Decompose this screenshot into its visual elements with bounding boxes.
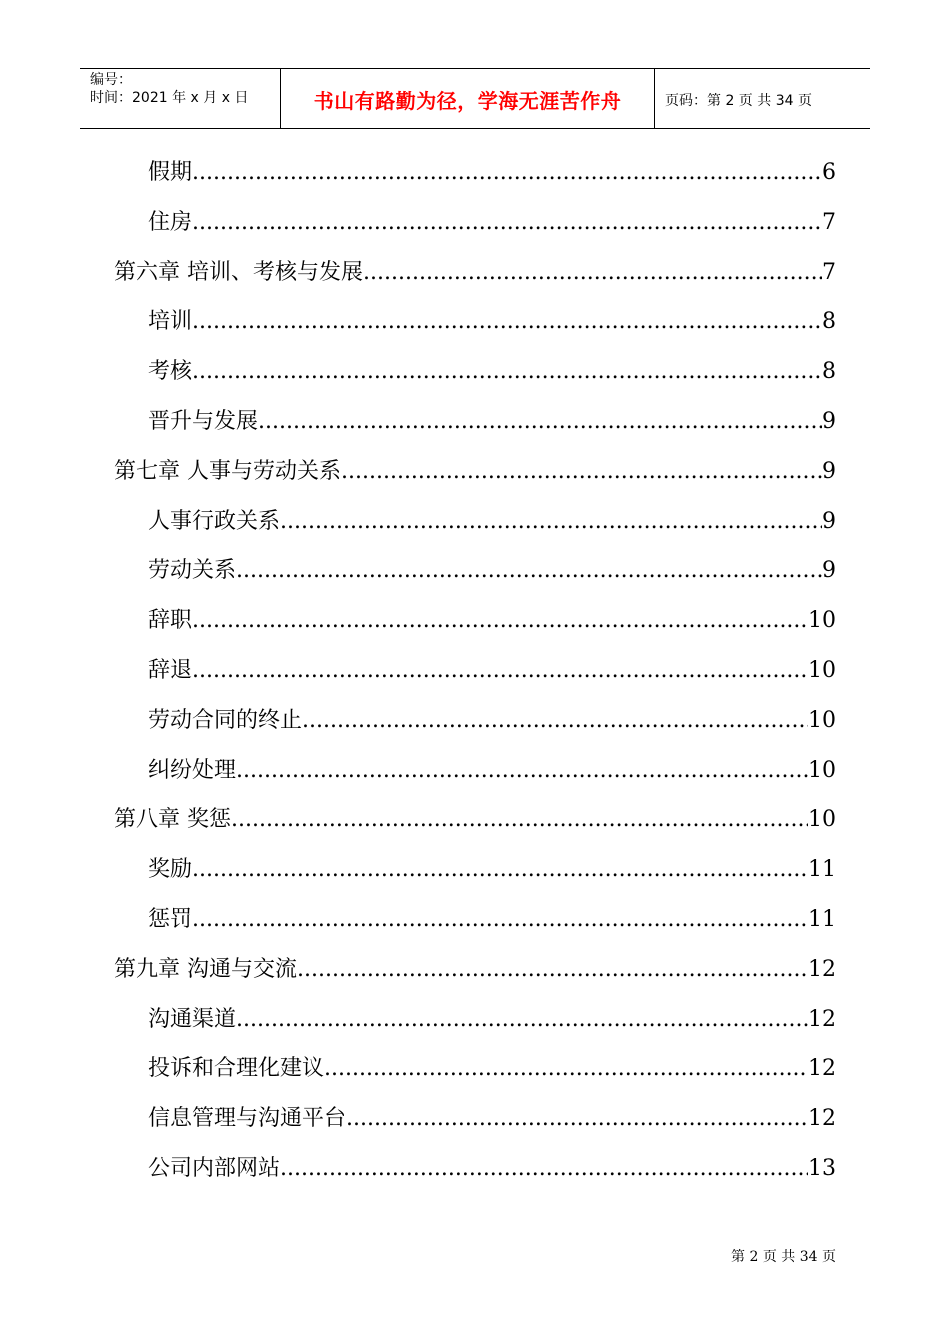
toc-dot-leader [236,1005,808,1035]
toc-dot-leader [324,1054,808,1084]
toc-section-entry[interactable] [148,903,836,935]
toc-entry-title: 晋升与发展 [148,409,259,434]
toc-dot-leader [258,407,822,437]
toc-entry-title: 第六章 培训、考核与发展 [114,259,363,285]
toc-dot-leader [341,457,822,487]
toc-entry-page-number: 10 [808,608,836,634]
toc-entry-page-number: 7 [822,259,836,285]
toc-dot-leader [192,357,822,387]
toc-section-entry[interactable] [148,1152,836,1184]
header-page-label: 页码：第 2 页 共 34 页 [665,92,812,109]
toc-entry-title: 培训 [148,309,193,335]
toc-section-entry[interactable] [148,206,836,238]
toc-dot-leader [192,606,808,636]
toc-chapter-entry[interactable] [114,953,836,985]
toc-entry-title: 惩罚 [148,907,193,932]
toc-entry-page-number: 13 [808,1156,836,1181]
toc-dot-leader [280,1154,808,1184]
toc-dot-leader [192,307,822,337]
toc-section-entry[interactable] [148,305,836,337]
toc-entry-page-number: 10 [808,658,836,683]
toc-entry-title: 劳动合同的终止 [148,707,303,733]
toc-section-entry[interactable] [148,604,836,636]
toc-section-entry[interactable] [148,554,836,586]
toc-dot-leader [231,805,808,835]
toc-entry-page-number: 12 [808,1006,836,1032]
toc-entry-page-number: 11 [808,907,836,932]
toc-entry-title: 劳动关系 [148,558,237,584]
toc-entry-page-number: 9 [822,558,836,584]
toc-entry-page-number: 12 [808,956,836,982]
toc-entry-page-number: 10 [808,807,836,833]
toc-section-entry[interactable] [148,853,836,885]
toc-chapter-entry[interactable] [114,256,836,288]
toc-entry-title: 假期 [148,160,193,185]
header-motto: 书山有路勤为径，学海无涯苦作舟 [281,69,655,128]
toc-entry-title: 投诉和合理化建议 [148,1056,325,1082]
toc-section-entry[interactable] [148,754,836,786]
toc-entry-page-number: 12 [808,1106,836,1132]
toc-section-entry[interactable] [148,704,836,736]
document-time-label: 时间：2021 年 x 月 x 日 [90,90,249,106]
toc-entry-page-number: 9 [822,508,836,534]
toc-entry-title: 奖励 [148,857,193,883]
toc-dot-leader [236,556,822,586]
toc-entry-page-number: 6 [822,160,836,185]
toc-section-entry[interactable] [148,654,836,686]
toc-dot-leader [192,905,808,935]
toc-dot-leader [192,208,822,238]
toc-entry-title: 辞职 [148,608,193,634]
document-number-label: 编号： [90,72,132,88]
toc-section-entry[interactable] [148,156,836,188]
toc-dot-leader [236,756,808,786]
toc-dot-leader [280,507,822,537]
toc-entry-title: 考核 [148,359,193,385]
toc-entry-page-number: 9 [822,409,836,434]
toc-section-entry[interactable] [148,505,836,537]
toc-entry-title: 人事行政关系 [148,508,281,534]
toc-entry-title: 信息管理与沟通平台 [148,1106,347,1132]
toc-dot-leader [192,656,808,686]
toc-dot-leader [192,158,822,188]
toc-entry-title: 第八章 奖惩 [114,807,231,833]
page-footer: 第 2 页 共 34 页 [731,1249,836,1265]
toc-dot-leader [297,955,808,985]
toc-entry-page-number: 8 [822,309,836,335]
toc-dot-leader [302,706,808,736]
toc-entry-page-number: 9 [822,458,836,484]
toc-section-entry[interactable] [148,1102,836,1134]
toc-entry-title: 第九章 沟通与交流 [114,956,297,982]
toc-entry-title: 第七章 人事与劳动关系 [114,458,341,484]
toc-dot-leader [363,258,822,288]
toc-section-entry[interactable] [148,355,836,387]
toc-entry-page-number: 7 [822,209,836,235]
toc-section-entry[interactable] [148,1003,836,1035]
header-meta [80,69,281,128]
toc-section-entry[interactable] [148,1052,836,1084]
toc-dot-leader [346,1104,808,1134]
toc-entry-title: 沟通渠道 [148,1006,237,1032]
toc-dot-leader [192,855,808,885]
toc-entry-page-number: 10 [808,757,836,783]
toc-entry-title: 辞退 [148,658,193,683]
toc-entry-page-number: 8 [822,359,836,385]
toc-entry-title: 住房 [148,209,193,235]
toc-entry-page-number: 12 [808,1056,836,1082]
toc-chapter-entry[interactable] [114,803,836,835]
document-header [80,68,870,129]
toc-section-entry[interactable] [148,405,836,437]
toc-entry-title: 纠纷处理 [148,757,237,783]
toc-entry-page-number: 10 [808,707,836,733]
toc-entry-title: 公司内部网站 [148,1156,281,1181]
toc-chapter-entry[interactable] [114,455,836,487]
toc-entry-page-number: 11 [808,857,836,883]
